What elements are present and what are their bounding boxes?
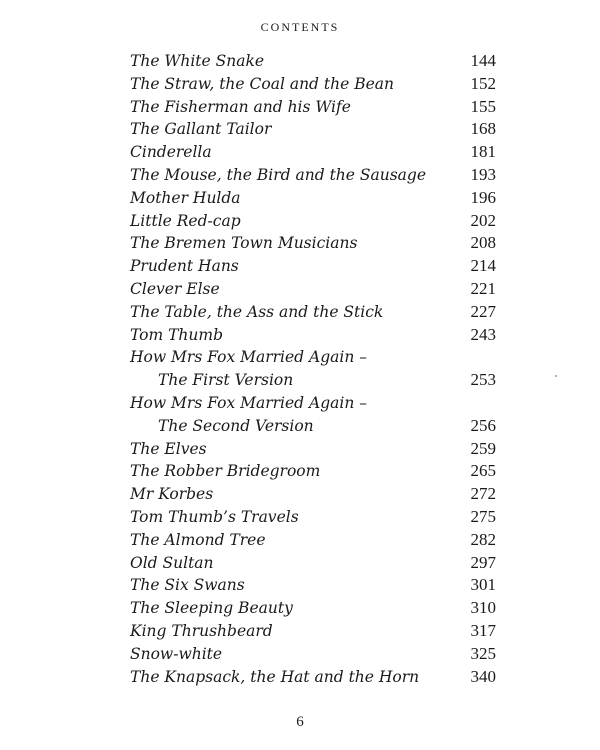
toc-entry	[130, 232, 496, 255]
toc-entry-title	[130, 164, 426, 187]
toc-entry-title-main: The Sleeping Beauty	[130, 599, 293, 618]
toc-entry-title-main: Mr Korbes	[130, 485, 214, 504]
toc-entry-title-main: Clever Else	[130, 279, 220, 298]
toc-entry-page: 340	[470, 666, 496, 686]
toc-entry-title-continuation: The First Version	[158, 371, 294, 390]
toc-entry-title	[130, 438, 207, 461]
toc-entry	[130, 597, 496, 620]
toc-entry-title	[130, 210, 241, 233]
toc-entry	[130, 392, 496, 438]
toc-entry	[130, 255, 496, 278]
toc-entry-title-main: The Robber Bridegroom	[130, 462, 321, 481]
toc-entry-title-main: How Mrs Fox Married Again –	[130, 393, 367, 412]
toc-entry-title	[130, 255, 239, 278]
toc-entry-page: 214	[470, 256, 496, 276]
toc-entry-title-main: Prudent Hans	[130, 257, 239, 276]
toc-entry-page: 282	[470, 529, 496, 549]
contents-heading: CONTENTS	[260, 20, 340, 34]
toc-entry-title	[130, 552, 214, 575]
toc-entry-title-main: The Six Swans	[130, 576, 245, 595]
toc-entry-title	[130, 506, 299, 529]
toc-entry-title-main: The Bremen Town Musicians	[130, 234, 358, 253]
toc-entry-page: 259	[470, 438, 496, 458]
toc-entry-title-main: Mother Hulda	[130, 188, 241, 207]
toc-entry-page: 193	[470, 164, 496, 184]
toc-entry-page: 301	[470, 575, 496, 595]
toc-entry-title-main: How Mrs Fox Married Again –	[130, 348, 367, 367]
toc-entry-title-continuation: The Second Version	[158, 416, 314, 435]
toc-entry	[130, 50, 496, 73]
toc-entry	[130, 506, 496, 529]
toc-entry-page: 155	[470, 96, 496, 116]
toc-entry-page: 202	[470, 210, 496, 230]
toc-entry	[130, 96, 496, 119]
toc-entry-page: 325	[470, 643, 496, 663]
toc-entry-page: 168	[470, 119, 496, 139]
toc-entry	[130, 301, 496, 324]
toc-entry	[130, 141, 496, 164]
toc-entry-title	[130, 346, 367, 392]
toc-entry-title	[130, 643, 222, 666]
toc-entry-title-main: Little Red-cap	[130, 211, 241, 230]
toc-entry	[130, 438, 496, 461]
toc-entry-title-main: Tom Thumb	[130, 325, 224, 344]
toc-entry-title	[130, 73, 394, 96]
toc-entry-title	[130, 574, 245, 597]
toc-entry-title-main: The Gallant Tailor	[130, 120, 272, 139]
toc-entry	[130, 210, 496, 233]
toc-entry	[130, 118, 496, 141]
toc-entry-title	[130, 232, 357, 255]
toc-entry-page: 196	[470, 187, 496, 207]
toc-entry-title	[130, 187, 241, 210]
toc-entry	[130, 187, 496, 210]
toc-entry-page: 243	[470, 324, 496, 344]
toc-entry	[130, 73, 496, 96]
toc-entry	[130, 278, 496, 301]
toc-entry-title	[130, 324, 223, 347]
toc-entry-title	[130, 483, 213, 506]
toc-entry-page: 297	[470, 552, 496, 572]
toc-entry-page: 256	[470, 415, 496, 435]
toc-entry-page: 317	[470, 620, 496, 640]
toc-entry-title-main: Tom Thumb’s Travels	[130, 507, 299, 526]
toc-entry-title	[130, 529, 266, 552]
toc-entry-page: 310	[470, 598, 496, 618]
toc-entry-page: 181	[470, 142, 496, 162]
toc-entry-title-main: Snow-white	[130, 644, 223, 663]
toc-entry-title	[130, 666, 419, 689]
toc-entry-title-main: Cinderella	[130, 143, 212, 162]
toc-entry	[130, 483, 496, 506]
toc-entry-title-main: The Fisherman and his Wife	[130, 97, 351, 116]
toc-entry	[130, 164, 496, 187]
toc-entry	[130, 529, 496, 552]
toc-entry-page: 272	[470, 484, 496, 504]
toc-entry-title-main: The White Snake	[130, 52, 265, 70]
toc-entry-title-main: The Table, the Ass and the Stick	[130, 302, 384, 321]
toc-entry-page: 253	[470, 370, 496, 390]
toc-entry-title	[130, 278, 220, 301]
toc-entry-title	[130, 597, 293, 620]
toc-entry-title-main: The Straw, the Coal and the Bean	[130, 74, 394, 93]
toc-entry-title-main: The Elves	[130, 439, 207, 458]
toc-entry-title	[130, 392, 367, 438]
toc-entry-title-main: The Knapsack, the Hat and the Horn	[130, 667, 420, 686]
toc-entry-page: 152	[470, 73, 496, 93]
toc-entry-page: 144	[470, 51, 496, 70]
toc-entry-title	[130, 620, 273, 643]
toc-entry	[130, 346, 496, 392]
toc-entry-title-main: The Mouse, the Bird and the Sausage	[130, 165, 427, 184]
toc-entry-page: 221	[470, 278, 496, 298]
toc-entry-title-main: King Thrushbeard	[130, 621, 273, 640]
toc-entry	[130, 552, 496, 575]
toc-entry-title	[130, 141, 212, 164]
toc-entry-page: 275	[470, 506, 496, 526]
toc-entry-title-main: Old Sultan	[130, 553, 214, 572]
toc-entry-title	[130, 301, 383, 324]
toc-entry-title	[130, 460, 320, 483]
toc-entry	[130, 620, 496, 643]
table-of-contents	[130, 50, 496, 688]
toc-entry	[130, 574, 496, 597]
toc-entry-title	[130, 118, 271, 141]
paper-speck	[555, 375, 557, 377]
toc-entry-page: 265	[470, 461, 496, 481]
toc-entry-page: 227	[470, 301, 496, 321]
toc-entry-page: 208	[470, 233, 496, 253]
toc-entry-title	[130, 50, 264, 73]
toc-entry-title-main: The Almond Tree	[130, 530, 266, 549]
toc-entry	[130, 460, 496, 483]
toc-entry	[130, 324, 496, 347]
toc-entry	[130, 643, 496, 666]
toc-entry-title	[130, 96, 351, 119]
page-number: 6	[296, 714, 304, 730]
toc-entry	[130, 666, 496, 689]
